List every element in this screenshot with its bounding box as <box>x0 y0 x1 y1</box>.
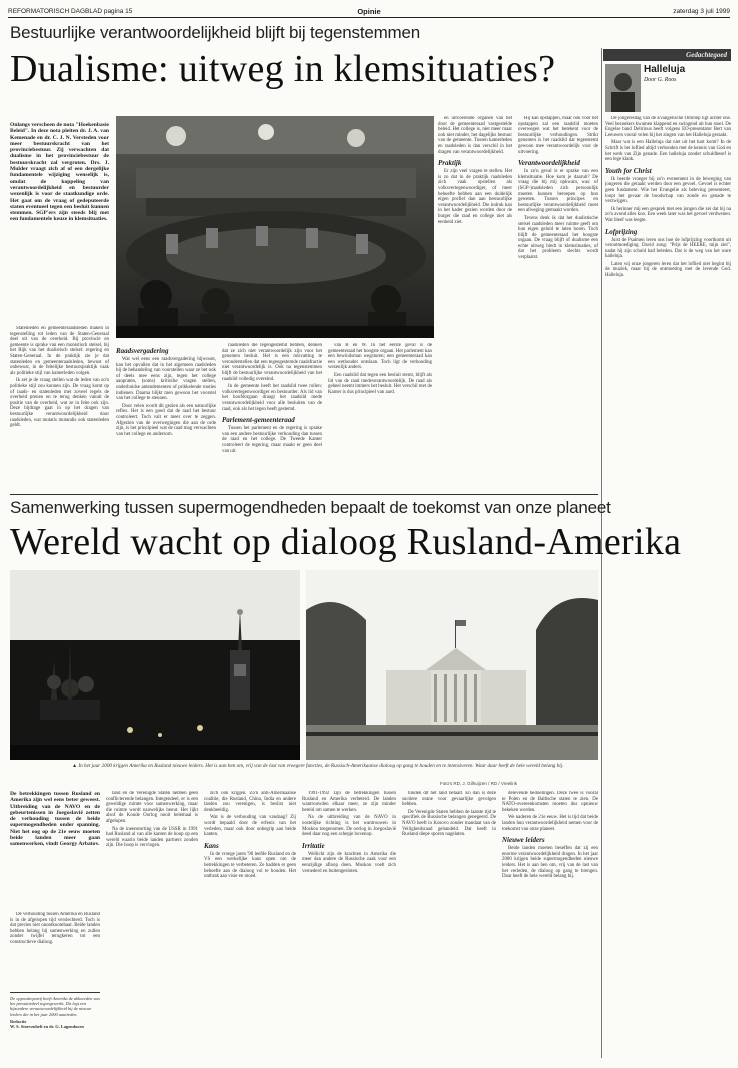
article2-headline: Wereld wacht op dialoog Rusland-Amerika <box>10 521 682 563</box>
article1-col5-paragraph: en uitvoerende organen van het door de gemeenteraad vastgestelde beleid. Het college is, niet meer maar ook niet minder, het dagelijks bestuur van de gemeente. Tussen kamerleden en raadsleden is dan verschil in het dragen van verantwoordelijkheid. <box>438 116 512 155</box>
article2-col6-paragraph: Beide landen moeten beseffen dat zij een enorme verantwoordelijkheid dragen. In het jaar 2000 krijgen beide supermogendheden nieuwe leiders. Het is aan hen om, vrij van de last van het verleden, de dialoog op gang te brengen. Daar heeft de hele wereld belang bij. <box>502 846 598 880</box>
article1-col1-paragraph: Statenleden en gemeenteraadsleden maken in tegenstelling tot leden van de Staten-Generaal deel uit van de overheid. Bij provincie en gemeente is sprake van een monistisch stelsel, bij het Rijk van het dualistisch stelsel: regering en Staten-Generaal. In de praktijk zie je dat statenleden en gemeenteraadsleden, bewust of onbewust, in de feitelijke bestuurspraktijk vaak als politieke stijl van kamerleden volgen. <box>10 326 109 376</box>
article1-col2-paragraph: Wat wel eens een raadsvergadering bijwoont, kan het opvallen dat in het algemeen raadsleden bij de behandeling van voorstellen waar ze het ook of deels mee eens zijn, tegen het college aanpraten, (soms) kritische vragen stellen, onderhuidse amendementen of prikkelende moties indienen. Daarna blijkt men gewoon het voorstel van het college te steunen. <box>116 357 216 402</box>
portrait-image <box>605 64 641 112</box>
article2-col4-paragraph: Na de uitbreiding van de NAVO in oostelijke richting is het wantrouwen in Moskou toegenomen. De oorlog in Joegoslavië deed daar nog een schepje bovenop. <box>302 815 396 838</box>
subheading-raadsvergadering: Raadsvergadering <box>116 347 169 355</box>
column-right-paragraph: Maar wat is een Halleluja dat niet uit het hart komt? In de Schrift is het loflied altijd verbonden met de kennis van God en het werk van Zijn genade. Een halleluja zonder schuldbesef is een lege klank. <box>605 140 731 163</box>
article1-column-4 <box>328 343 432 490</box>
subheading-irritatie: Irritatie <box>302 841 325 850</box>
photo-credit: Foto's RD, J. Gilhuijzen / RD / Vreelink <box>440 781 517 786</box>
article1-col4-paragraph: van B en W. In het eerste geval is de gemeenteraad het hoogste orgaan. Het parlement kan een bewindsman wegsturen; een gemeenteraad kan een wethouder ontslaan. Toch ligt de verhouding wezenlijk anders. <box>328 343 432 371</box>
column-title: Halleluja <box>644 64 686 75</box>
kremlin-image <box>10 570 300 760</box>
article1-kicker: Bestuurlijke verantwoordelijkheid blijft bij tegenstemmen <box>10 23 421 42</box>
article1-col4-paragraph: Een raadslid dat tegen een besluit stemt, blijft als lid van de raad medeverantwoordelijk. De raad als geheel neemt immers het besluit. Het verschil met de Kamer is dus principieel van aard. <box>328 372 432 395</box>
footnote-text: De oppositiepartij heeft Amerika de akkoorden van het prestatiedeel tegengewerkt. Dit legt een bijzondere verantwoordelijkheid bij de nieuwe leiders die in het jaar 2000 aantreden. <box>10 996 100 1017</box>
photo-caption: ▲ In het jaar 2000 krijgen Amerika en Rusland nieuwe leiders. Het is aan hen om, vrij van de last van vroegere functies, de Russisch-Amerikaanse dialoog op gang te houden en te intensiveren. Waar daar heeft de hele wereld belang bij. <box>72 763 564 769</box>
column-right-paragraph: Ik heerde vroeger bij zo'n evenement in de beweging van jongeren die geraakt werden door een gevoel. Gevoel is echter geen fundament. Wie het Evangelie als beleving presenteert, loopt het gevaar de boodschap van zonde en genade te verzwijgen. <box>605 176 731 205</box>
column-author: Door G. Roos <box>644 77 677 83</box>
article1-col3-paragraph: Tussen het parlement en de regering is sprake van een andere bestuurlijke verhouding dan tussen de raad en het college. De Tweede Kamer controleert de regering, maar maakt er geen deel van uit. <box>222 426 322 454</box>
column-right-paragraph: De jongeresdag van de Evangelische Omroep ligt achter ons. Veel bezoekers kwamen klappend en swingend uit hun stoel. De Engelse band Delirious heeft volgens EO-presentator Bert van Leeuwen vooral velen bij het zingen van het Halleluja geraakt. <box>605 116 731 138</box>
column-right-body <box>605 116 731 1056</box>
article2-col3-paragraph: In de vroege jaren '90 leefde Rusland en de VS een werkelijke kans open om de betrekkingen te verbeteren. Ze hadden er geen behoefte aan de dialoog vol te houden. Het ontbrak aan visie en moed. <box>204 851 296 880</box>
article2-column-5 <box>402 791 496 1056</box>
subheading-verantwoordelijkheid: Verantwoordelijkheid <box>518 159 580 168</box>
subheading-parlement-gemeenteraad: Parlement-gemeenteraad <box>222 416 295 425</box>
article1-col3-paragraph: raadsleden die tegengestemd hebben, denken dat ze zich niet verantwoordelijk zijn voor het genomen besluit. Het is een misvatting te veronderstellen dat een tegengestemde raadsfractie niet verantwoordelijk is. Ook na tegenstemmen blijft de bestuurlijke verantwoordelijkheid van het raadslid volledig overeind. <box>222 343 322 382</box>
article2-intro: De betrekkingen tussen Rusland en Amerika zijn wel eens beter geweest. Uitbreiding van de NAVO en de gebeurtenissen in Joegoslavië zetten de verhouding tussen de beide supermogendheden onder spanning. Niet het oog op de 21e eeuw moeten beide landen meer gaan samenwerken, vindt Georgy Arbatov. <box>10 791 100 848</box>
article2-col3-paragraph: zich ook krijgen. Zo'n anti-Amerikaanse coalitie, die Rusland, China, India en andere landen zou verenigen, is beslist niet denkbeeldig. <box>204 791 296 813</box>
footnote-label: Redactie <box>10 1018 27 1024</box>
column-right-paragraph: Ik herinner mij een gesprek met een jongen die zei dat hij na zo'n avond alles kon. Een week later was het gevoel verdwenen. Wat bleef was leegte. <box>605 206 731 223</box>
article1-column-1 <box>10 326 109 490</box>
article2-col4-paragraph: Wellicht zijn de krachten in Amerika die meer dan andere de Russische zaak voor een eenzijdige afloop doen. Moskou voelt zich vernederd en buitengesloten. <box>302 851 396 874</box>
article2-col3-paragraph: Wat is de verhouding van vandaag? Zij wordt bepaald door de erfenis van het verleden, maar ook door onbegrip aan beide kanten. <box>204 815 296 838</box>
article2-col6-paragraph: We naderen de 21e eeuw. Het is tijd dat beide landen hun verantwoordelijkheid nemen voor de toekomst van onze planeet. <box>502 815 598 832</box>
article2-column-1 <box>10 912 100 992</box>
white-house-image <box>306 570 598 760</box>
page-header <box>8 8 730 18</box>
article2-kicker: Samenwerking tussen supermogendheden bepaalt de toekomst van onze planeet <box>10 498 611 517</box>
subheading-nieuwe-leiders: Nieuwe leiders <box>502 836 545 845</box>
article1-headline: Dualisme: uitweg in klemsituaties? <box>10 48 556 90</box>
photo-council-chamber <box>116 116 434 338</box>
article1-intro: Onlangs verscheen de nota "Hoekenbasie Beleid". In deze nota pleiten dr. J. A. van Kemenade en dr. C. J. N. Versteden voor meer bestuurskracht van het provinciebestuur. Zij verwachten dat dualisme in het provinciebestuur de bestuurskracht zal vergroten. Drs. J. Mulder vraagt zich af of een dergelijke fundamentele wijziging wenselijk is, omdat de koppeling van verantwoordelijkheid en bestuurder wezenlijk is voor de staatkundige orde. Het gaat om de vraag of gedeputeerde staten eventueel tegen een besluit kunnen stemmen. SGP'ers zijn steeds blij met een fundamentele keuze in klemsituaties. <box>10 122 109 223</box>
article1-col2-paragraph: Door velen wordt dit gezien als een natuurlijke reflex. Het is een goed dat de raad het bestuur controleert. Toch valt er meer over te zeggen. Afgezien van de overwegingen die aan de orde zijn, is het principieel wat de raad mag verwachten van het college en andersom. <box>116 403 216 437</box>
subheading-kans: Kans <box>204 841 219 850</box>
article2-column-3 <box>204 791 296 1056</box>
subheading-lofprijzing: Lofprijzing <box>605 227 638 236</box>
article1-col5-paragraph: Er zijn veel vragen te stellen. Het is zo dat in de praktijk raadsleden zich vaak opstellen als volksvertegenwoordiger, of meer behoefte hebben aan een duidelijk eigen profiel dan aan bestuurlijke verantwoordelijkheid. Die indruk kan in het kader gezien worden door de burger die raad en college niet als eenheid ziet. <box>438 169 512 225</box>
article2-col5-paragraph: binden dit het land betaalt. En dan is deze suctiere orane voor gevaarlijke gevolgen hebben. <box>402 791 496 808</box>
article2-column-2 <box>106 791 198 1056</box>
article2-col4-paragraph: 1991-1992 zijn de betrekkingen tussen Rusland en Amerika verbeterd. De landen wantrouwden elkaar meer, ze zijn minder bereid om samen te werken. <box>302 791 396 813</box>
article2-col2-paragraph: Na de ineenstorting van de USSR in 1991 had Rusland al van alle kanten de hoop op een wereld waarin beide landen partners zouden zijn. Die hoop is vervlogen. <box>106 826 198 849</box>
article1-column-5 <box>438 116 512 490</box>
article2-col2-paragraph: land en de Verenigde Staten hebben geen conflicterende belangen. Integendeel, er is een geweldige ruimte voor samenwerking, maar die ruimte wordt nauwelijks benut. Het lijkt alsof de Koude Oorlog nooit helemaal is afgelopen. <box>106 791 198 824</box>
header-paper-name: REFORMATORISCH DAGBLAD pagina 15 <box>8 8 133 15</box>
council-chamber-image <box>116 116 434 338</box>
photo-kremlin <box>10 570 300 760</box>
author-portrait <box>605 64 641 112</box>
article1-column-2 <box>116 343 216 490</box>
photo-white-house <box>306 570 598 760</box>
article2-col5-paragraph: De Verenigde Staten hebben de laatste tijd te specifiek de Russische belangen genegeerd. De NAVO heeft in Kosovo zonder mandaat van de Veiligheidsraad gehandeld. Dat heeft in Rusland diepe sporen nagelaten. <box>402 809 496 838</box>
article1-col6-paragraph: Hij kan opstappen, maar ook voor het opstappen zal een raadslid moeten overwegen wat het betekent voor de bestuurlijke verhoudingen. Strikt genomen is het raadslid dat tegenstemt gewoon mee verantwoordelijk voor de uitvoering. <box>518 116 598 155</box>
column-right-paragraph: Juist de Psalmen leren ons hoe de lofprijzing voortkomt uit verootmoediging. David zong: "Prijs de HEERE, mijn ziel", nadat hij zijn schuld had beleden. Dat is de weg van het ware halleluja. <box>605 237 731 260</box>
column-label-bar: Gedachtegoed <box>603 49 731 61</box>
subheading-praktijk: Praktijk <box>438 159 462 168</box>
article1-col3-paragraph: In de gemeente heeft het raadslid twee rollen: volksvertegenwoordiger en bestuurder. Als lid van het hoofdorgaan draagt het raadslid mede verantwoordelijkheid voor alle besluiten van de raad, ook als het tegen heeft gestemd. <box>222 384 322 412</box>
header-date: zaterdag 3 juli 1999 <box>673 8 730 15</box>
article1-col6-paragraph: Tevens denk ik dat het dualistische stelsel raadsleden meer ruimte geeft om hun eigen geluid te laten horen. Toch blijft de gemeenteraad het hoogste orgaan. De vraag blijft of dualisme een echte uitweg biedt in klemsituaties, of dat het probleem slechts wordt verplaatst. <box>518 215 598 261</box>
header-section: Opinie <box>357 7 381 16</box>
article-separator <box>10 494 598 495</box>
article2-column-4 <box>302 791 396 1056</box>
article1-column-3 <box>222 343 322 490</box>
article2-column-6 <box>502 791 598 1056</box>
article1-column-6 <box>518 116 598 490</box>
column-right-paragraph: Laten wij onze jongeren leren dat het loflied niet begint bij de muziek, maar bij de ontmoeting met de levende God. Halleluja. <box>605 261 731 279</box>
footnote-names: W. S. Stoevenbelt en dr. G. Lagendoorn <box>10 1024 84 1030</box>
subheading-youth-for-christ: Youth for Christ <box>605 166 652 175</box>
article2-col6-paragraph: delevende bedoelingen. Deze twee is vooral te Polen en de Baltische staten te zien. De NATO-overeenkomsten moeten dus opnieuw bekeken worden. <box>502 791 598 813</box>
article1-col6-paragraph: In zo'n geval is er sprake van een klemsituatie. Hoe kom je daaruit? De vraag die bij mij opkwam, was: of (SGP-)raadsleden zich persoonlijk moeten kunnen beroepen op hun geweten. Tussen principes en bestuurlijke verantwoordelijkheid moet een afweging gemaakt worden. <box>518 169 598 214</box>
article2-col1-paragraph: De verhouding tussen Amerika en Rusland is in de afgelopen tijd verslechterd. Toch is dat precies niet onontkoombaar. Beide landen hebben belang bij samenwerking en zullen zonder twijfel terugkeren tot een constructieve dialoog. <box>10 912 100 945</box>
article1-col1-paragraph: Ik zet je de vraag stellen wat de leden van zo'n politieke stijl zou kunnen zijn. De vraag komt op of raads- en statenleden met zoveel regels de overheid prenen en te terug denken vanuit de positie van de overheid, wat ze in feite ook zijn. Deze bijdrage gaat in op het dragen van bestuurlijke verantwoordelijkheid door raadsleden, wat mutatis mutandis ook statenleden geldt. <box>10 378 109 429</box>
footnote-box <box>10 992 100 1056</box>
